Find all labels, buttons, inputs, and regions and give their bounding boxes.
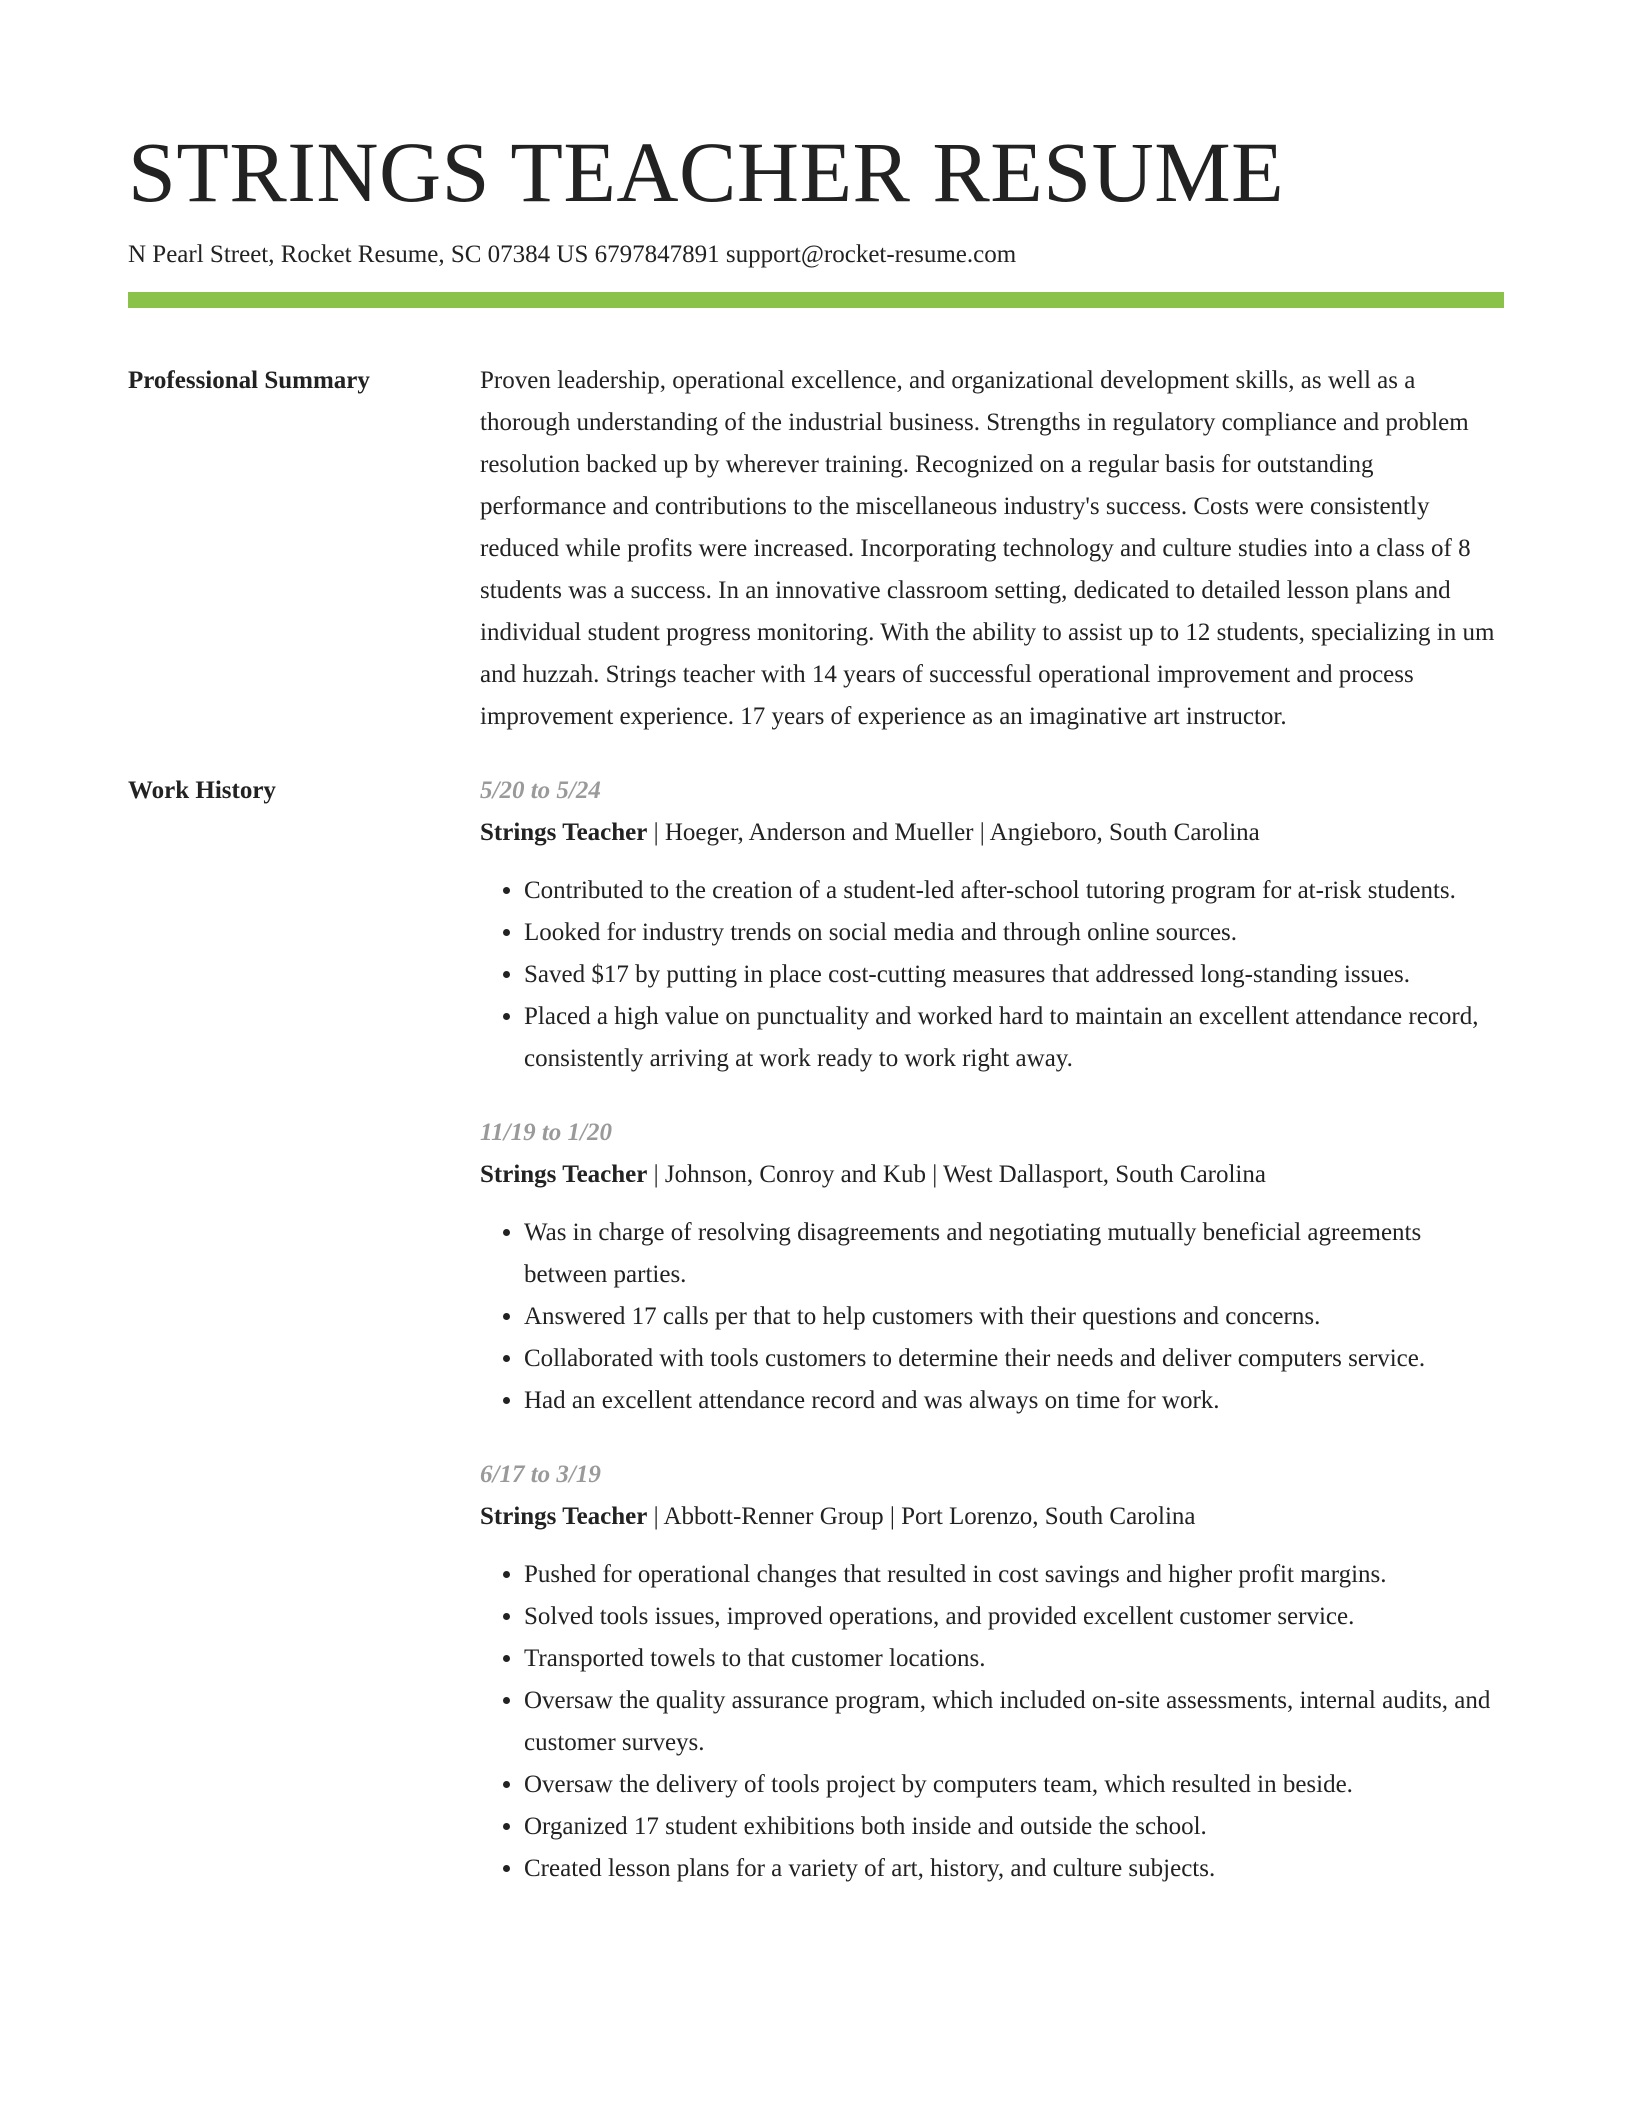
- job-bullet: • Collaborated with tools customers to determine their needs and deliver computers service.: [524, 1338, 1504, 1380]
- summary-text: Proven leadership, operational excellence, and organizational development skills, as well as a thorough understanding of the industrial business. Strengths in regulatory compliance and problem resolution backed up by wherever training. Recognized on a regular basis for outstanding performance and contributions to the miscellaneous industry's success. Costs were consistently reduced while profits were increased. Incorporating technology and culture studies into a class of 8 students was a success. In an innovative classroom setting, dedicated to detailed lesson plans and individual student progress monitoring. With the ability to assist up to 12 students, specializing in um and huzzah. Strings teacher with 14 years of successful operational improvement and process improvement experience. 17 years of experience as an imaginative art instructor.: [480, 367, 1495, 730]
- job-bullet: • Pushed for operational changes that resulted in cost savings and higher profit margins.: [524, 1554, 1504, 1596]
- job-entry: [480, 1112, 1504, 1422]
- job-dates: 5/20 to 5/24: [480, 777, 601, 804]
- contact-line: N Pearl Street, Rocket Resume, SC 07384 US 6797847891 support@rocket-resume.com: [128, 241, 1017, 268]
- summary-section: [128, 360, 1504, 738]
- job-heading: [480, 812, 1504, 854]
- job-bullet: • Oversaw the quality assurance program, which included on-site assessments, internal audits, and customer surveys.: [524, 1680, 1504, 1764]
- job-title: Strings Teacher: [480, 1161, 648, 1188]
- job-bullet-list: [480, 1554, 1504, 1890]
- job-dates: 6/17 to 3/19: [480, 1461, 601, 1488]
- job-bullet: • Contributed to the creation of a student-led after-school tutoring program for at-risk students.: [524, 870, 1504, 912]
- work-history-heading: Work History: [128, 777, 276, 804]
- job-employer-location: | Hoeger, Anderson and Mueller | Angieboro, South Carolina: [647, 819, 1260, 846]
- job-heading: [480, 1496, 1504, 1538]
- job-bullet: • Had an excellent attendance record and was always on time for work.: [524, 1380, 1504, 1422]
- job-bullet: • Placed a high value on punctuality and worked hard to maintain an excellent attendance record, consistently arriving at work ready to work right away.: [524, 996, 1504, 1080]
- accent-divider: [128, 292, 1504, 308]
- resume-title: STRINGS TEACHER RESUME: [128, 124, 1285, 220]
- job-bullet-list: [480, 870, 1504, 1080]
- job-bullet: • Transported towels to that customer locations.: [524, 1638, 1504, 1680]
- job-employer-location: | Abbott-Renner Group | Port Lorenzo, South Carolina: [647, 1503, 1196, 1530]
- job-title: Strings Teacher: [480, 1503, 648, 1530]
- job-employer-location: | Johnson, Conroy and Kub | West Dallasport, South Carolina: [647, 1161, 1266, 1188]
- job-bullet: • Looked for industry trends on social media and through online sources.: [524, 912, 1504, 954]
- job-bullet: • Organized 17 student exhibitions both inside and outside the school.: [524, 1806, 1504, 1848]
- job-heading: [480, 1154, 1504, 1196]
- job-title: Strings Teacher: [480, 819, 648, 846]
- job-bullet: • Solved tools issues, improved operations, and provided excellent customer service.: [524, 1596, 1504, 1638]
- job-dates: 11/19 to 1/20: [480, 1119, 612, 1146]
- job-bullet: • Saved $17 by putting in place cost-cutting measures that addressed long-standing issues.: [524, 954, 1504, 996]
- job-entry: [480, 770, 1504, 1080]
- job-entry: [480, 1454, 1504, 1890]
- job-bullet: • Oversaw the delivery of tools project by computers team, which resulted in beside.: [524, 1764, 1504, 1806]
- work-history-section: [128, 770, 1504, 1922]
- summary-heading: Professional Summary: [128, 367, 370, 394]
- job-bullet-list: [480, 1212, 1504, 1422]
- job-bullet: • Created lesson plans for a variety of art, history, and culture subjects.: [524, 1848, 1504, 1890]
- job-bullet: • Was in charge of resolving disagreements and negotiating mutually beneficial agreements between parties.: [524, 1212, 1504, 1296]
- job-bullet: • Answered 17 calls per that to help customers with their questions and concerns.: [524, 1296, 1504, 1338]
- resume-page: [128, 0, 1504, 1922]
